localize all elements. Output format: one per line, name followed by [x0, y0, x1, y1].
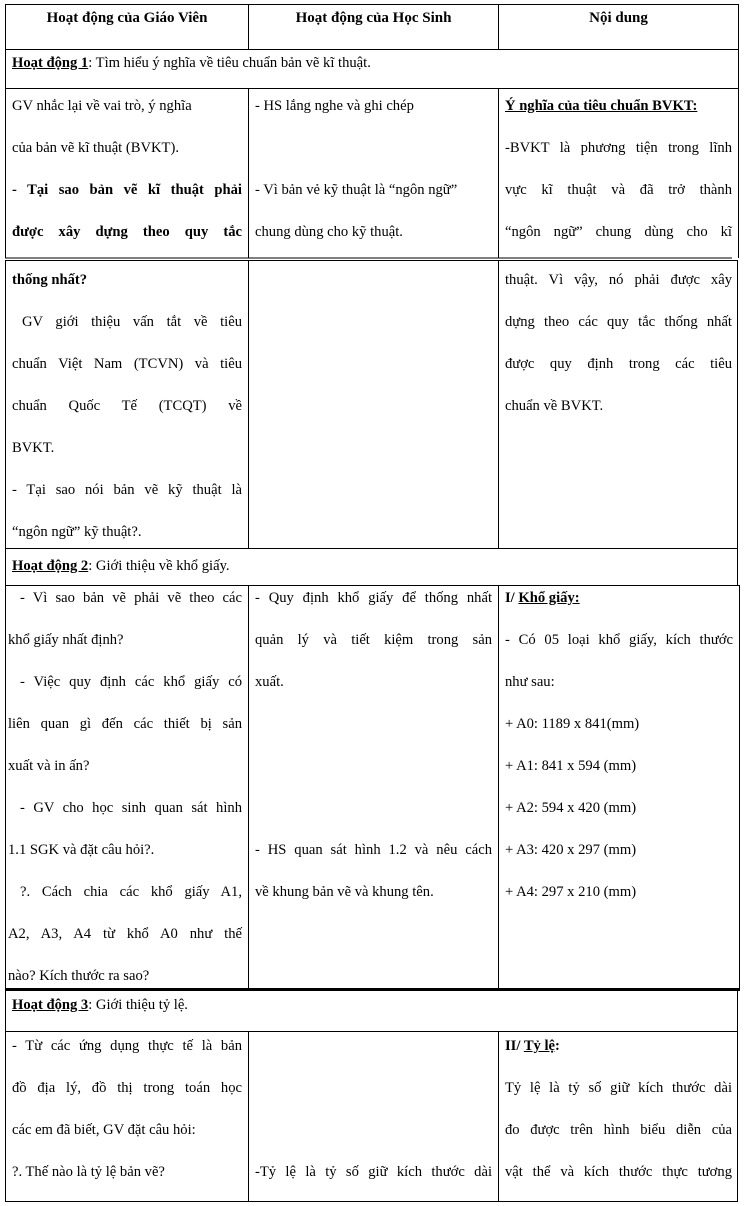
border: [738, 4, 739, 258]
activity-3-desc: : Giới thiệu tỷ lệ.: [88, 997, 188, 1013]
text-line: GV nhắc lại về vai trò, ý nghĩa: [12, 98, 192, 114]
text-line: + A2: 594 x 420 (mm): [505, 800, 637, 816]
text-line: - Việc quy định các khổ giấy có: [20, 674, 242, 690]
activity-1-heading: [6, 55, 736, 72]
activity-3-heading: [6, 997, 736, 1014]
text-line: về khung bản vẽ và khung tên.: [255, 884, 434, 900]
text-line: ?. Cách chia các khổ giấy A1,: [20, 884, 242, 900]
text-line: - Từ các ứng dụng thực tế là bản: [12, 1038, 242, 1054]
text-line: đồ địa lý, đồ thị trong toán học: [12, 1080, 242, 1096]
activity-1-teacher-cell-a: [6, 88, 248, 258]
content-title: Ý nghĩa của tiêu chuẩn BVKT:: [505, 98, 698, 114]
border: [5, 548, 738, 549]
text-line: ?. Thế nào là tỷ lệ bản vẽ?: [12, 1164, 165, 1180]
text-line: vật thể và kích thước thực tương: [505, 1164, 732, 1180]
text-line: - Tại sao bản vẽ kĩ thuật phải: [12, 182, 242, 198]
header-student: Hoạt động của Học Sinh: [295, 10, 452, 26]
text-line: chuẩn Việt Nam (TCVN) và tiêu: [12, 356, 242, 372]
text-line: quản lý và tiết kiệm trong sản: [255, 632, 492, 648]
content-title: [505, 1037, 732, 1055]
activity-1-desc: : Tìm hiểu ý nghĩa về tiêu chuẩn bản vẽ kĩ thuật.: [88, 55, 371, 71]
text-line: chung dùng cho kỹ thuật.: [255, 224, 403, 240]
activity-1-content-cell-b: [499, 260, 738, 548]
text-line: - Vì sao bản vẽ phải vẽ theo các: [20, 590, 242, 606]
border: [5, 1201, 738, 1202]
activity-2-teacher-cell: [6, 585, 248, 988]
text-line: A2, A3, A4 từ khổ A0 như thế: [8, 926, 242, 942]
text-line: “ngôn ngữ” kỹ thuật?.: [12, 524, 142, 540]
text-line: chuẩn về BVKT.: [505, 398, 604, 414]
text-line: nào? Kích thước ra sao?: [8, 968, 150, 984]
activity-1-student-cell: [249, 88, 498, 258]
text-line: GV giới thiệu vấn tắt về tiêu: [22, 314, 242, 330]
text-line: -BVKT là phương tiện trong lĩnh: [505, 140, 732, 156]
content-prefix: II/: [505, 1038, 524, 1054]
text-line: - HS lắng nghe và ghi chép: [255, 98, 414, 114]
header-content: Nội dung: [589, 10, 648, 26]
text-line: được xây dựng theo quy tắc: [12, 224, 242, 240]
border: [248, 260, 249, 549]
activity-1-title: Hoạt động 1: [12, 55, 89, 71]
content-title-text: Tỷ lệ: [523, 1038, 556, 1054]
activity-3-title: Hoạt động 3: [12, 997, 89, 1013]
text-line: như sau:: [505, 674, 555, 690]
border: [739, 585, 740, 989]
activity-3-content-cell: [499, 1031, 738, 1201]
activity-2-desc: : Giới thiệu về khổ giấy.: [88, 558, 230, 574]
text-line: xuất.: [255, 674, 284, 690]
text-line: được quy định trong các tiêu: [505, 356, 732, 372]
text-line: xuất và in ấn?: [8, 758, 90, 774]
content-title-suffix: :: [555, 1038, 560, 1054]
text-line: 1.1 SGK và đặt câu hỏi?.: [8, 842, 155, 858]
border: [5, 988, 740, 991]
text-line: khổ giấy nhất định?: [8, 632, 124, 648]
activity-2-student-cell: [249, 585, 498, 988]
text-line: + A3: 420 x 297 (mm): [505, 842, 637, 858]
text-line: - GV cho học sinh quan sát hình: [20, 800, 242, 816]
text-line: -Tỷ lệ là tỷ số giữ kích thước dài: [255, 1164, 492, 1180]
text-line: + A4: 297 x 210 (mm): [505, 884, 637, 900]
activity-1-content-cell-a: [499, 88, 738, 258]
text-line: các em đã biết, GV đặt câu hỏi:: [12, 1122, 196, 1138]
text-line: của bản vẽ kĩ thuật (BVKT).: [12, 140, 179, 156]
text-line: dựng theo các quy tắc thống nhất: [505, 314, 732, 330]
activity-3-teacher-cell: [6, 1031, 248, 1201]
text-line: “ngôn ngữ” chung dùng cho kĩ: [505, 224, 732, 240]
activity-2-title: Hoạt động 2: [12, 558, 89, 574]
activity-2-content-cell: [499, 585, 739, 988]
text-line: Tỷ lệ là tỷ số giữ kích thước dài: [505, 1080, 732, 1096]
activity-2-heading: [6, 558, 736, 575]
content-title: [505, 589, 733, 607]
border: [5, 4, 739, 5]
activity-1-teacher-cell-b: [6, 260, 248, 548]
text-line: - Có 05 loại khổ giấy, kích thước: [505, 632, 733, 648]
text-line: liên quan gì đến các thiết bị sản: [8, 716, 242, 732]
text-line: chuẩn Quốc Tế (TCQT) về: [12, 398, 242, 414]
text-line: BVKT.: [12, 440, 55, 456]
content-title-text: Khổ giấy:: [518, 590, 580, 606]
text-line: thống nhất?: [12, 272, 88, 288]
text-line: - Tại sao nói bản vẽ kỹ thuật là: [12, 482, 242, 498]
text-line: - Vì bản vẻ kỹ thuật là “ngôn ngữ”: [255, 182, 458, 198]
border: [5, 49, 739, 50]
text-line: + A1: 841 x 594 (mm): [505, 758, 637, 774]
text-line: đo được trên hình biểu diễn của: [505, 1122, 732, 1138]
header-teacher: Hoạt động của Giáo Viên: [46, 10, 208, 26]
text-line: vực kĩ thuật và đã trở thành: [505, 182, 732, 198]
text-line: thuật. Vì vậy, nó phải được xây: [505, 272, 732, 288]
text-line: + A0: 1189 x 841(mm): [505, 716, 640, 732]
content-prefix: I/: [505, 590, 519, 606]
text-line: - HS quan sát hình 1.2 và nêu cách: [255, 842, 492, 858]
border: [737, 548, 738, 586]
text-line: - Quy định khổ giấy để thống nhất: [255, 590, 492, 606]
activity-3-student-cell: [249, 1031, 498, 1201]
